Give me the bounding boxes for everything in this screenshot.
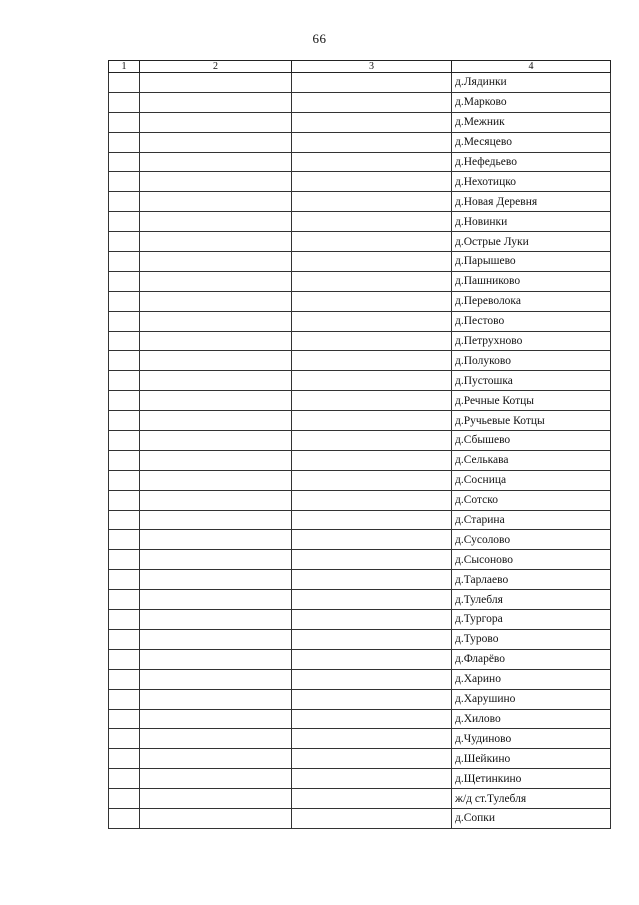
table-row	[109, 252, 611, 272]
table-row	[109, 391, 611, 411]
table-row	[109, 749, 611, 769]
empty-cell-col-3	[292, 291, 452, 311]
settlement-name-cell: д.Петрухново	[452, 331, 611, 351]
empty-cell-col-2	[140, 669, 292, 689]
empty-cell-col-1	[109, 73, 140, 93]
empty-cell-col-2	[140, 749, 292, 769]
empty-cell-col-1	[109, 629, 140, 649]
empty-cell-col-3	[292, 550, 452, 570]
empty-cell-col-3	[292, 709, 452, 729]
empty-cell-col-2	[140, 391, 292, 411]
empty-cell-col-1	[109, 371, 140, 391]
settlement-name-cell: д.Тарлаево	[452, 570, 611, 590]
settlement-name-cell: д.Чудиново	[452, 729, 611, 749]
empty-cell-col-3	[292, 789, 452, 809]
empty-cell-col-1	[109, 649, 140, 669]
empty-cell-col-1	[109, 590, 140, 610]
empty-cell-col-1	[109, 172, 140, 192]
settlement-name-cell: д.Сбышево	[452, 431, 611, 451]
empty-cell-col-2	[140, 431, 292, 451]
empty-cell-col-1	[109, 689, 140, 709]
empty-cell-col-3	[292, 252, 452, 272]
empty-cell-col-2	[140, 470, 292, 490]
empty-cell-col-1	[109, 192, 140, 212]
column-header-1: 1	[109, 61, 140, 73]
empty-cell-col-3	[292, 649, 452, 669]
empty-cell-col-2	[140, 789, 292, 809]
empty-cell-col-2	[140, 629, 292, 649]
settlement-name-cell: д.Новая Деревня	[452, 192, 611, 212]
settlement-name-cell: д.Сопки	[452, 808, 611, 828]
empty-cell-col-1	[109, 450, 140, 470]
empty-cell-col-2	[140, 192, 292, 212]
table-row	[109, 212, 611, 232]
table-row	[109, 669, 611, 689]
table-row	[109, 92, 611, 112]
empty-cell-col-2	[140, 371, 292, 391]
empty-cell-col-1	[109, 232, 140, 252]
table-row	[109, 490, 611, 510]
table-row	[109, 510, 611, 530]
settlement-name-cell: д.Шейкино	[452, 749, 611, 769]
column-header-2: 2	[140, 61, 292, 73]
table-row	[109, 431, 611, 451]
settlement-name-cell: д.Тулебля	[452, 590, 611, 610]
empty-cell-col-2	[140, 590, 292, 610]
empty-cell-col-2	[140, 769, 292, 789]
empty-cell-col-3	[292, 490, 452, 510]
table-row	[109, 192, 611, 212]
empty-cell-col-2	[140, 92, 292, 112]
settlement-name-cell: д.Турово	[452, 629, 611, 649]
empty-cell-col-2	[140, 172, 292, 192]
page-number: 66	[312, 31, 327, 46]
table-row	[109, 411, 611, 431]
empty-cell-col-3	[292, 729, 452, 749]
empty-cell-col-3	[292, 212, 452, 232]
empty-cell-col-3	[292, 152, 452, 172]
settlement-name-cell: д.Старина	[452, 510, 611, 530]
settlement-name-cell: д.Речные Котцы	[452, 391, 611, 411]
empty-cell-col-1	[109, 550, 140, 570]
settlement-name-cell: д.Сотско	[452, 490, 611, 510]
empty-cell-col-2	[140, 490, 292, 510]
empty-cell-col-1	[109, 271, 140, 291]
empty-cell-col-2	[140, 73, 292, 93]
settlement-name-cell: д.Селькава	[452, 450, 611, 470]
empty-cell-col-1	[109, 112, 140, 132]
table-row	[109, 112, 611, 132]
empty-cell-col-2	[140, 152, 292, 172]
settlement-name-cell: д.Острые Луки	[452, 232, 611, 252]
table-row	[109, 550, 611, 570]
empty-cell-col-3	[292, 510, 452, 530]
empty-cell-col-1	[109, 490, 140, 510]
empty-cell-col-2	[140, 689, 292, 709]
empty-cell-col-1	[109, 291, 140, 311]
table-row	[109, 311, 611, 331]
settlement-name-cell: ж/д ст.Тулебля	[452, 789, 611, 809]
empty-cell-col-3	[292, 371, 452, 391]
empty-cell-col-1	[109, 212, 140, 232]
empty-cell-col-3	[292, 808, 452, 828]
table-row	[109, 232, 611, 252]
empty-cell-col-1	[109, 252, 140, 272]
empty-cell-col-3	[292, 610, 452, 630]
table-row	[109, 808, 611, 828]
table-row	[109, 351, 611, 371]
settlements-table	[108, 60, 611, 829]
empty-cell-col-1	[109, 411, 140, 431]
settlement-name-cell: д.Нефедьево	[452, 152, 611, 172]
empty-cell-col-2	[140, 570, 292, 590]
empty-cell-col-1	[109, 808, 140, 828]
table-row	[109, 729, 611, 749]
empty-cell-col-2	[140, 271, 292, 291]
empty-cell-col-3	[292, 590, 452, 610]
empty-cell-col-1	[109, 510, 140, 530]
empty-cell-col-2	[140, 808, 292, 828]
empty-cell-col-1	[109, 749, 140, 769]
empty-cell-col-3	[292, 311, 452, 331]
empty-cell-col-3	[292, 431, 452, 451]
empty-cell-col-1	[109, 709, 140, 729]
settlement-name-cell: д.Харино	[452, 669, 611, 689]
table-row	[109, 371, 611, 391]
empty-cell-col-3	[292, 351, 452, 371]
empty-cell-col-1	[109, 152, 140, 172]
settlement-name-cell: д.Марково	[452, 92, 611, 112]
table-row	[109, 132, 611, 152]
empty-cell-col-2	[140, 729, 292, 749]
table-row	[109, 470, 611, 490]
empty-cell-col-2	[140, 331, 292, 351]
settlement-name-cell: д.Сысоново	[452, 550, 611, 570]
settlement-name-cell: д.Новинки	[452, 212, 611, 232]
empty-cell-col-3	[292, 411, 452, 431]
table-row	[109, 73, 611, 93]
table-row	[109, 450, 611, 470]
table-row	[109, 570, 611, 590]
table-row	[109, 709, 611, 729]
settlement-name-cell: д.Пестово	[452, 311, 611, 331]
settlement-name-cell: д.Переволока	[452, 291, 611, 311]
settlement-name-cell: д.Нехотицко	[452, 172, 611, 192]
empty-cell-col-3	[292, 73, 452, 93]
empty-cell-col-1	[109, 132, 140, 152]
empty-cell-col-1	[109, 391, 140, 411]
settlement-name-cell: д.Лядинки	[452, 73, 611, 93]
empty-cell-col-2	[140, 530, 292, 550]
table-row	[109, 271, 611, 291]
empty-cell-col-1	[109, 470, 140, 490]
settlement-name-cell: д.Межник	[452, 112, 611, 132]
table-row	[109, 689, 611, 709]
empty-cell-col-2	[140, 610, 292, 630]
empty-cell-col-1	[109, 669, 140, 689]
empty-cell-col-2	[140, 550, 292, 570]
empty-cell-col-2	[140, 112, 292, 132]
empty-cell-col-2	[140, 212, 292, 232]
table-row	[109, 530, 611, 550]
empty-cell-col-1	[109, 610, 140, 630]
empty-cell-col-1	[109, 570, 140, 590]
empty-cell-col-1	[109, 789, 140, 809]
empty-cell-col-3	[292, 331, 452, 351]
empty-cell-col-1	[109, 729, 140, 749]
empty-cell-col-2	[140, 311, 292, 331]
empty-cell-col-3	[292, 172, 452, 192]
table-row	[109, 629, 611, 649]
table-row	[109, 331, 611, 351]
empty-cell-col-3	[292, 232, 452, 252]
empty-cell-col-2	[140, 132, 292, 152]
table-row	[109, 789, 611, 809]
empty-cell-col-3	[292, 132, 452, 152]
empty-cell-col-3	[292, 530, 452, 550]
table-row	[109, 590, 611, 610]
settlement-name-cell: д.Ручьевые Котцы	[452, 411, 611, 431]
empty-cell-col-3	[292, 271, 452, 291]
settlement-name-cell: д.Месяцево	[452, 132, 611, 152]
empty-cell-col-3	[292, 92, 452, 112]
empty-cell-col-2	[140, 252, 292, 272]
empty-cell-col-2	[140, 232, 292, 252]
column-header-3: 3	[292, 61, 452, 73]
empty-cell-col-1	[109, 311, 140, 331]
empty-cell-col-2	[140, 450, 292, 470]
table-row	[109, 769, 611, 789]
settlement-name-cell: д.Полуково	[452, 351, 611, 371]
empty-cell-col-3	[292, 450, 452, 470]
settlement-name-cell: д.Харушино	[452, 689, 611, 709]
empty-cell-col-1	[109, 351, 140, 371]
table-row	[109, 610, 611, 630]
empty-cell-col-2	[140, 351, 292, 371]
empty-cell-col-3	[292, 689, 452, 709]
empty-cell-col-3	[292, 669, 452, 689]
empty-cell-col-3	[292, 112, 452, 132]
empty-cell-col-3	[292, 629, 452, 649]
table-row	[109, 291, 611, 311]
settlement-name-cell: д.Тургора	[452, 610, 611, 630]
empty-cell-col-1	[109, 530, 140, 550]
empty-cell-col-3	[292, 192, 452, 212]
empty-cell-col-2	[140, 649, 292, 669]
table-header-row	[109, 61, 611, 73]
settlement-name-cell: д.Пустошка	[452, 371, 611, 391]
settlement-name-cell: д.Фларёво	[452, 649, 611, 669]
settlement-name-cell: д.Сусолово	[452, 530, 611, 550]
table-row	[109, 152, 611, 172]
table-row	[109, 649, 611, 669]
settlement-name-cell: д.Хилово	[452, 709, 611, 729]
settlement-name-cell: д.Сосница	[452, 470, 611, 490]
empty-cell-col-3	[292, 570, 452, 590]
empty-cell-col-2	[140, 709, 292, 729]
settlement-name-cell: д.Пашниково	[452, 271, 611, 291]
empty-cell-col-2	[140, 291, 292, 311]
empty-cell-col-1	[109, 92, 140, 112]
table-body	[109, 73, 611, 829]
empty-cell-col-3	[292, 470, 452, 490]
empty-cell-col-3	[292, 391, 452, 411]
settlement-name-cell: д.Парышево	[452, 252, 611, 272]
table-row	[109, 172, 611, 192]
empty-cell-col-1	[109, 431, 140, 451]
empty-cell-col-1	[109, 331, 140, 351]
empty-cell-col-3	[292, 769, 452, 789]
empty-cell-col-2	[140, 411, 292, 431]
empty-cell-col-3	[292, 749, 452, 769]
empty-cell-col-1	[109, 769, 140, 789]
empty-cell-col-2	[140, 510, 292, 530]
column-header-4: 4	[452, 61, 611, 73]
settlement-name-cell: д.Щетинкино	[452, 769, 611, 789]
